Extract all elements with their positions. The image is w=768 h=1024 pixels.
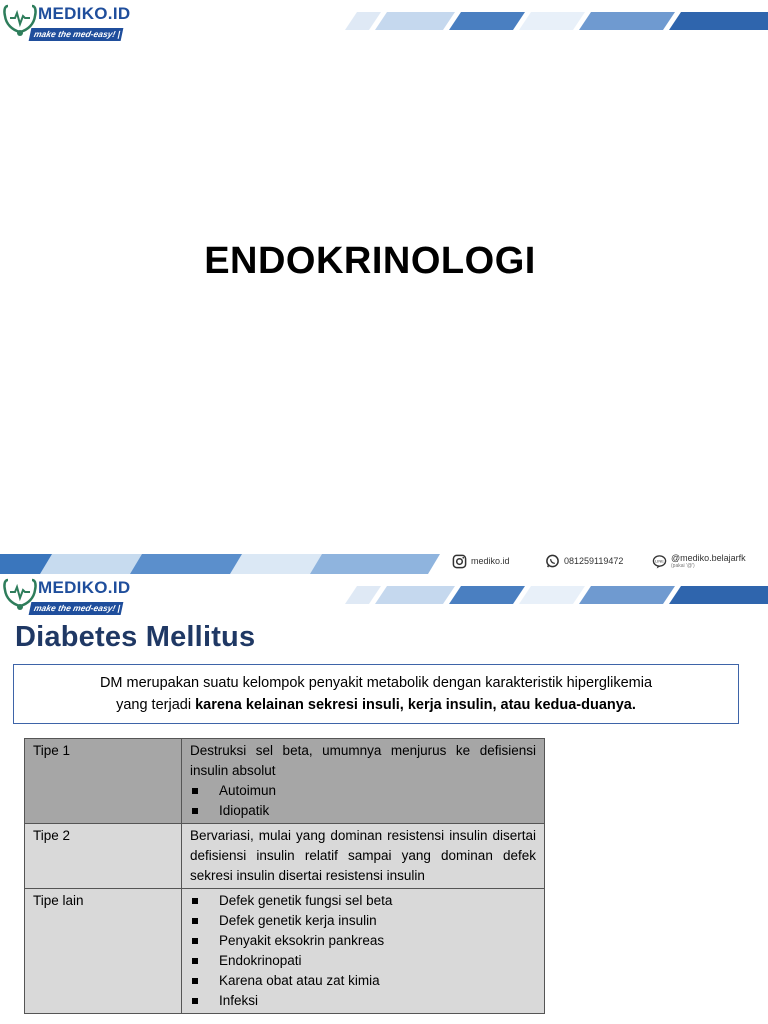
mediko-logo — [2, 2, 132, 46]
slide-title: Diabetes Mellitus — [15, 621, 256, 653]
list-item: Autoimun — [190, 781, 536, 801]
contact-line-handle: @mediko.belajarfk — [671, 553, 746, 563]
bullet-list — [190, 891, 536, 1011]
list-item: Karena obat atau zat kimia — [190, 971, 536, 991]
list-item: Defek genetik kerja insulin — [190, 911, 536, 931]
table-row — [25, 739, 545, 824]
description-cell — [182, 889, 545, 1014]
description-cell — [182, 739, 545, 824]
contact-whatsapp-text: 081259119472 — [564, 556, 624, 566]
bullet-list — [190, 781, 536, 821]
logo-tagline: make the med-easy! | — [29, 28, 124, 41]
contact-line — [652, 548, 746, 574]
type-cell: Tipe 2 — [25, 824, 182, 889]
slide-title: ENDOKRINOLOGI — [204, 240, 536, 282]
line-icon — [652, 554, 667, 569]
slide-footer — [0, 548, 768, 574]
header-decoration — [345, 586, 768, 604]
definition-line-1: DM merupakan suatu kelompok penyakit metabolik dengan karakteristik hiperglikemia — [99, 675, 653, 691]
description-text: Bervariasi, mulai yang dominan resistensi insulin disertai defisiensi insulin relatif sampai yang dominan defek sekresi insulin disertai resistensi insulin — [190, 828, 536, 883]
definition-bold: karena kelainan sekresi insuli, kerja insulin, atau kedua-duanya. — [195, 697, 636, 713]
list-item: Defek genetik fungsi sel beta — [190, 891, 536, 911]
table-row — [25, 889, 545, 1014]
contact-instagram — [452, 548, 510, 574]
description-text: Destruksi sel beta, umumnya menjurus ke defisiensi insulin absolut — [190, 743, 536, 778]
whatsapp-icon — [545, 554, 560, 569]
list-item: Penyakit eksokrin pankreas — [190, 931, 536, 951]
contact-line-note: (pakai '@') — [671, 563, 695, 569]
type-cell: Tipe 1 — [25, 739, 182, 824]
contact-line-text — [671, 553, 746, 569]
header-decoration — [345, 12, 768, 30]
table-row — [25, 824, 545, 889]
svg-text:LINE: LINE — [655, 558, 664, 564]
list-item: Idiopatik — [190, 801, 536, 821]
logo-name: MEDIKO.ID — [38, 578, 131, 597]
contact-whatsapp — [545, 548, 623, 574]
description-cell — [182, 824, 545, 889]
definition-plain: yang terjadi — [116, 697, 196, 713]
type-cell: Tipe lain — [25, 889, 182, 1014]
instagram-icon — [452, 554, 467, 569]
definition-line-2 — [14, 694, 738, 716]
logo-name: MEDIKO.ID — [38, 4, 131, 23]
content-slide — [0, 574, 768, 1024]
list-item: Endokrinopati — [190, 951, 536, 971]
logo-tagline: make the med-easy! | — [29, 602, 124, 615]
definition-box — [13, 664, 739, 724]
contact-instagram-text: mediko.id — [471, 556, 510, 566]
mediko-logo — [2, 576, 132, 620]
dm-classification-table — [24, 738, 545, 1014]
list-item: Infeksi — [190, 991, 536, 1011]
